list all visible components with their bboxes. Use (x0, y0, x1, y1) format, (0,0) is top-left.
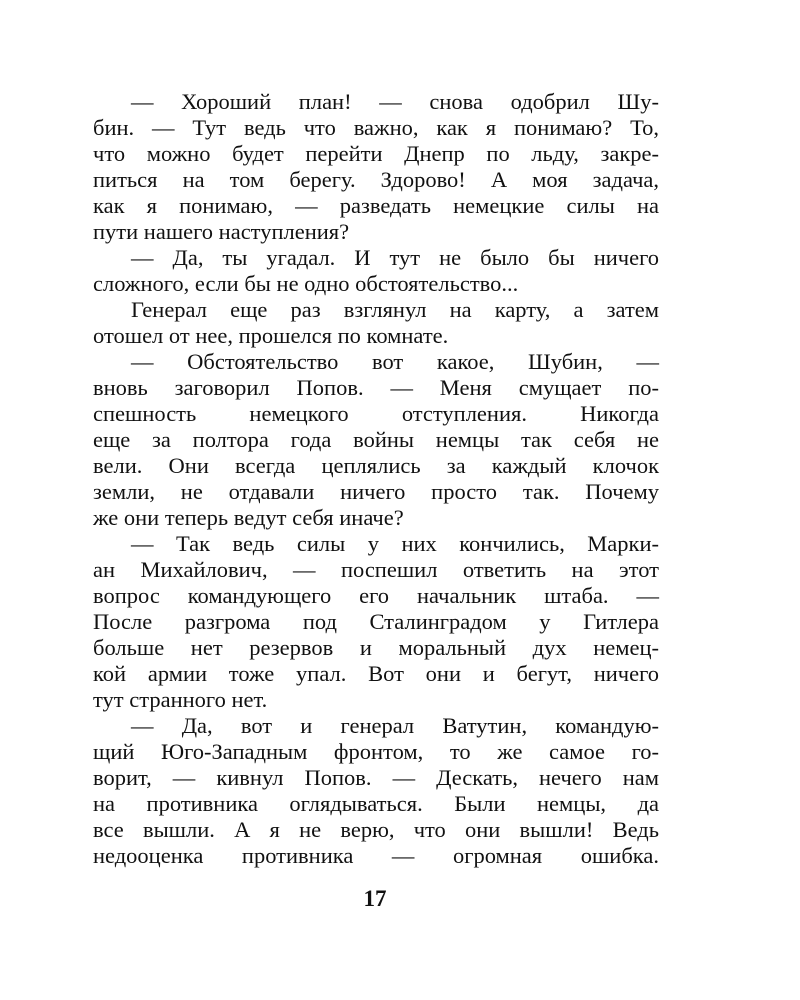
text-line: вопрос командующего его начальник штаба. — (93, 583, 659, 608)
text-line: — Хороший план! — снова одобрил Шу- (131, 89, 659, 114)
text-line: что можно будет перейти Днепр по льду, закре- (93, 141, 659, 166)
text-line: — Да, ты угадал. И тут не было бы ничего (131, 245, 659, 270)
text-line: пути нашего наступления? (93, 219, 350, 244)
text-line: — Да, вот и генерал Ватутин, командую- (131, 713, 659, 738)
text-line: Генерал еще раз взглянул на карту, а затем (131, 297, 659, 322)
page-number: 17 (363, 886, 387, 911)
text-line: бин. — Тут ведь что важно, как я понимаю? То, (93, 115, 659, 140)
text-line: больше нет резервов и моральный дух немец- (93, 635, 659, 660)
text-line: недооценка противника — огромная ошибка. (93, 843, 659, 868)
text-line: отошел от нее, прошелся по комнате. (93, 323, 449, 348)
text-line: ворит, — кивнул Попов. — Дескать, нечего нам (93, 765, 659, 790)
text-line: ан Михайлович, — поспешил ответить на этот (93, 557, 659, 582)
body-text (93, 89, 659, 869)
text-line: — Так ведь силы у них кончились, Марки- (131, 531, 659, 556)
text-line: земли, не отдавали ничего просто так. Почему (93, 479, 659, 504)
text-line: сложного, если бы не одно обстоятельство... (93, 271, 519, 296)
text-line: щий Юго-Западным фронтом, то же самое го- (93, 739, 659, 764)
text-line: же они теперь ведут себя иначе? (93, 505, 404, 530)
text-line: вели. Они всегда цеплялись за каждый клочок (93, 453, 659, 478)
text-line: все вышли. А я не верю, что они вышли! Ведь (93, 817, 659, 842)
text-line: вновь заговорил Попов. — Меня смущает по- (93, 375, 659, 400)
text-line: — Обстоятельство вот какое, Шубин, — (131, 349, 659, 374)
text-line: питься на том берегу. Здорово! А моя задача, (93, 167, 659, 192)
text-line: кой армии тоже упал. Вот они и бегут, ничего (93, 661, 659, 686)
text-line: как я понимаю, — разведать немецкие силы на (93, 193, 659, 218)
text-line: После разгрома под Сталинградом у Гитлера (93, 609, 659, 634)
text-line: на противника оглядываться. Были немцы, да (93, 791, 659, 816)
text-line: спешность немецкого отступления. Никогда (93, 401, 659, 426)
text-line: еще за полтора года войны немцы так себя не (93, 427, 659, 452)
text-line: тут странного нет. (93, 687, 268, 712)
